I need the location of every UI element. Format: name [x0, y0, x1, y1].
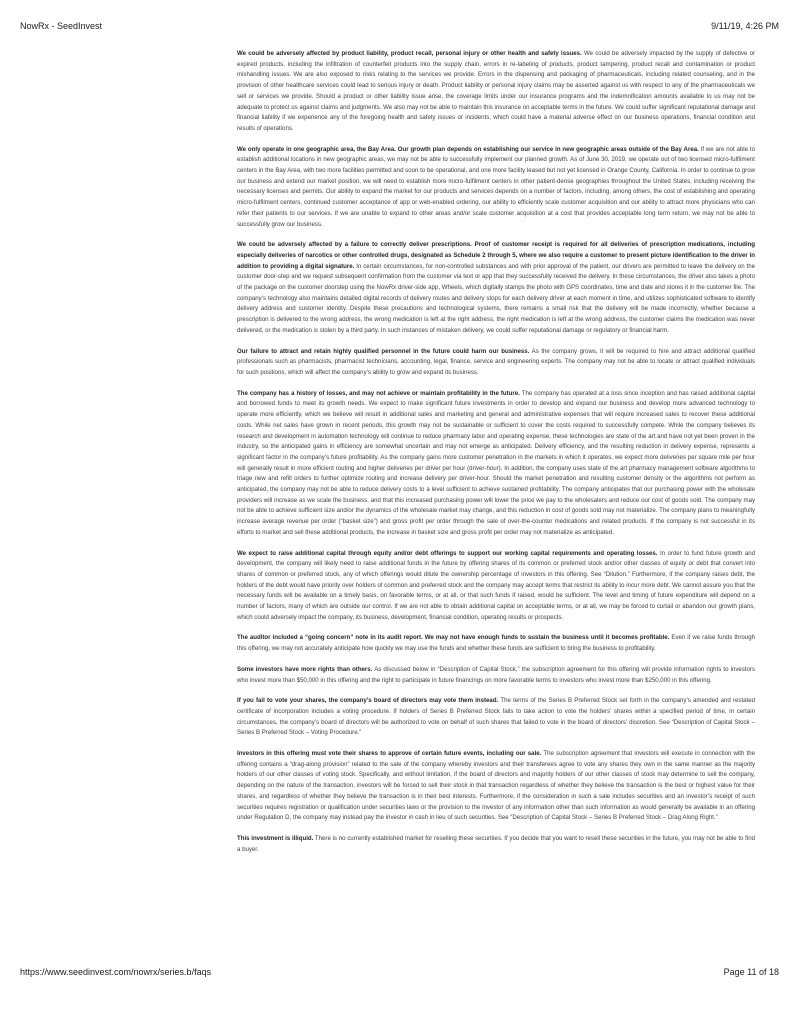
risk-paragraph-going-concern — [237, 633, 755, 654]
risk-paragraph-delivery-failure — [237, 240, 755, 336]
risk-paragraph-body: In order to fund future growth and development, the company will likely need to raise additional funds in the future by offering shares of its common or preferred stock and/or other classes of equity or debt that convert into shares of common or preferred stock, any of which offerings would dilute the ownership percentage of investors in this offering. See “Dilution.” Furthermore, if the company raises debt, the holders of the debt would have priority over holders of common and preferred stock and the company may accept terms that restrict its ability to incur more debt. We cannot assure you that the necessary funds will be available on a timely basis, on favorable terms, or at all, or that such funds if raised, would be sufficient. The level and timing of future expenditure will depend on a number of factors, many of which are outside our control. If we are not able to obtain additional capital on acceptable terms, or at all, we may be forced to curtail or abandon our growth plans, which could adversely impact the company, its business, development, financial condition, operating results or prospects. — [237, 549, 755, 621]
document-title: NowRx - SeedInvest — [20, 21, 103, 31]
risk-paragraph-lead: We only operate in one geographic area, the Bay Area. Our growth plan depends on establishing our service in new geographic areas outside of the Bay Area. — [237, 145, 699, 153]
risk-paragraph-geographic-area — [237, 145, 755, 231]
risk-paragraph-body: We could be adversely impacted by the supply of defective or expired products, including the infiltration of counterfeit products into the supply chain, errors in re-labeling of products, product tampering, product recall and contamination or product mishandling issues. We are also exposed to risks relating to the services we provide. Errors in the dispensing and packaging of pharmaceuticals, including related counseling, and in the provision of other healthcare services could lead to serious injury or death. Product liability or personal injury claims may be asserted against us with respect to any of the pharmaceuticals we sell or services we provide. Should a product or other liability issue arise, the coverage limits under our insurance programs and the indemnification amounts available to us may not be adequate to protect us against claims and judgments. We also may not be able to maintain this insurance on acceptable terms in the future. We could suffer significant reputational damage and financial liability if we experience any of the foregoing health and safety issues or incidents, which could have a material adverse effect on our business operations, financial condition and results of operations. — [237, 50, 755, 132]
risk-paragraph-body: The terms of the Series B Preferred Stock set forth in the company’s amended and restated certificate of incorporation includes a voting procedure. If holders of Series B Preferred Stock fails to take action to vote the holders’ shares within a specified period of time, in certain circumstances, the company’s board of directors will be authorized to vote on behalf of such shares that failed to vote in the board of directors’ discretion. See “Description of Capital Stock – Series B Preferred Stock – Voting Procedure.” — [237, 697, 756, 737]
risk-paragraph-lead: We could be adversely affected by a failure to correctly deliver prescriptions. Proof of customer receipt is required for all deliveries of prescription medications, including especially deliveries of narcotics or other controlled drugs, designated as Schedule 2 through 5, where we also require a customer to present picture identification to the driver in addition to providing a digital signature. — [237, 241, 755, 270]
risk-paragraph-lead: The company has a history of losses, and may not achieve or maintain profitability in the future. — [237, 389, 520, 397]
risk-paragraph-lead: The auditor included a “going concern” note in its audit report. We may not have enough funds to sustain the business until it becomes profitable. — [237, 634, 670, 642]
risk-paragraph-lead: Some investors have more rights than others. — [237, 665, 373, 673]
source-url: https://www.seedinvest.com/nowrx/series.b/faqs — [20, 967, 212, 977]
risk-paragraph-personnel — [237, 347, 755, 379]
risk-paragraph-lead: We expect to raise additional capital through equity and/or debt offerings to support our working capital requirements and operating losses. — [237, 549, 658, 557]
risk-paragraph-history-of-losses — [237, 389, 755, 539]
print-timestamp: 9/11/19, 4:26 PM — [711, 21, 779, 31]
page-number: Page 11 of 18 — [723, 967, 779, 977]
risk-paragraph-investor-rights — [237, 665, 755, 686]
risk-paragraph-body: As discussed below in “Description of Capital Stock,” the subscription agreement for this offering will provide information rights to investors who invest more than $50,000 in this offering and the right to participate in future financings on more favorable terms to investors who invest more than $250,000 in this offering. — [237, 665, 755, 684]
risk-paragraph-lead: This investment is illiquid. — [237, 835, 314, 842]
risk-paragraph-product-liability — [237, 49, 755, 135]
print-header — [20, 21, 779, 31]
risk-paragraph-body: Even if we raise funds through this offering, we may not accurately anticipate how quickly we may use the funds and whether these funds are sufficient to bring the business to profitability. — [237, 634, 755, 653]
risk-paragraph-drag-along — [237, 749, 755, 824]
risk-paragraph-body: There is no currently established market for reselling these securities. If you decide that you want to resell these securities in the future, you may not be able to find a buyer. — [237, 835, 755, 853]
risk-paragraph-lead: We could be adversely affected by product liability, product recall, personal injury or other health and safety issues. — [237, 50, 582, 57]
risk-paragraph-additional-capital — [237, 549, 755, 624]
risk-paragraph-body: The company has operated at a loss since inception and has raised additional capital and borrowed funds to meet its growth needs. We expect to make significant future investments in order to develop and expand our business and develop more advanced technology to operate more efficiently, which we believe will result in additional sales and marketing and general and administrative expenses that will require increased sales to recover these additional costs. While net sales have grown in recent periods, this growth may not be sustainable or sufficient to cover the costs required to successfully compete. While the company believes its research and development in automation technology will continue to reduce pharmacy labor and operating expense, these technologies are state of the art and have not yet been proven in the industry, so the anticipated gains in efficiency are somewhat uncertain and may not emerge as anticipated. Delivery efficiency, and the resulting reduction in delivery expense, represents a significant factor in the company’s future profitability. As the company gains more customer penetration in the markets in which it operates, we expect more deliveries per square mile per hour will generally result in more efficient routing and higher deliveries per driver per hour (driver-hour). In addition, the company uses state of the art pharmacy management software algorithms to triage new and refill orders to further optimize routing and increase delivery per driver-hour. Should the market penetration and resulting customer density or the algorithms not perform as anticipated, the company may not be able to reduce delivery costs to a level sufficient to achieve sustained profitability. The company anticipates that our purchasing power with the wholesale providers will increase as we scale the business, and that this increased purchasing power will lower the price we pay to the wholesalers and reduce our cost of goods sold. The company may not be able to achieve sufficient size and/or the dynamics of the wholesale market may change, and this reduction in cost of goods sold may not materialize. The company plans to meaningfully increase average revenue per order (“basket size”) and gross profit per order through the sale of over-the-counter medications and related products. If the company is not successful in its efforts to market and sell these additional products, the increase in basket size and gross profit per order may not materialize as anticipated. — [237, 389, 755, 536]
risk-paragraph-lead: Investors in this offering must vote their shares to approve of certain future events, including our sale. — [237, 750, 542, 758]
risk-paragraph-lead: Our failure to attract and retain highly qualified personnel in the future could harm our business. — [237, 347, 530, 355]
risk-paragraph-body: As the company grows, it will be required to hire and attract additional qualified professionals such as pharmacists, pharmacist technicians, accounting, legal, finance, service and engineering experts. The company may not be able to locate or attract qualified individuals for such positions, which will affect the company’s ability to grow and expand its business. — [237, 347, 756, 376]
risk-paragraph-body: In certain circumstances, for non-controlled substances and with prior approval of the patient, our drivers are permitted to leave the delivery on the customer door-step and we request subsequent confirmation from the customer via text or app that they successfully received the delivery. In these circumstances, the driver also takes a photo of the package on the customer doorstep using the NowRx driver-side app, Wheels, which digitally stamps the photo with GPS coordinates, time and date and stores it in the customer file. The company’s technology also maintains detailed digital records of delivery routes and delivery stops for each delivery driver at each moment in time, and utilizes sophisticated software to identify delivery address and customer identity. Despite these precautions and technological systems, there remains a small risk that the delivery will be made incorrectly, whether because a prescription is delivered to the wrong address, the wrong medication is left at the right address, the right medication is left at the wrong address, the customer claims the medication was never delivered, or the medication is stolen by a third party. In such instances of mistaken delivery, we could suffer reputational damage or regulatory or financial harm. — [237, 262, 755, 334]
risk-paragraph-body: The subscription agreement that investors will execute in connection with the offering contains a “drag-along provision” related to the sale of the company whereby investors and their transferees agree to vote any shares they own in the same manner as the majority holders of our other classes of voting stock. Specifically, and without limitation, if the board of directors and majority holders of our other classes of stock may determine to sell the company, depending on the nature of the transaction, investors will be forced to sell their stock in that transaction regardless of whether they believe the transaction is the best or highest value for their shares, and regardless of whether they believe the transaction is in their best interests. Furthermore, if the consideration in such a sale includes securities and an investor’s receipt of such securities requires registration or qualification under securities laws or the provision to the investor of any information other than such information as would generally be available in an offering under Regulation D, the company may instead pay the investor in cash in lieu of such securities. See “Description of Capital Stock – Series B Preferred Stock – Drag Along Right.” — [237, 750, 755, 822]
risk-paragraph-lead: If you fail to vote your shares, the company’s board of directors may vote them instead. — [237, 697, 499, 705]
risk-paragraph-voting — [237, 696, 755, 739]
print-footer — [20, 967, 779, 977]
risk-paragraph-body: If we are not able to establish additional locations in new geographic areas, we may not be able to successfully implement our planned growth. As of June 30, 2019, we operate out of two licensed micro-fulfilment centers in the Bay Area, with two more facilities permitted and soon to be operational, and one more facility leased but not yet licensed in Orange County, California. In order to continue to grow our business and extend our market position, we will need to establish more micro-fulfilment centers in other patient-dense geographies throughout the United States, including receiving the necessary licenses and permits. Our ability to expand the market for our products and services depends on a number of factors, including, among others, the cost of establishing and operating micro-fulfilment centers, continued customer acceptance of app or web-enabled ordering, our ability to efficiently scale customer acquisition and our ability to attract more physicians who can refer their patients to our services. If we are unable to expand to other areas and/or scale customer acquisition at a cost that provides acceptable long term return, we may not be able to successfully grow our business. — [237, 145, 755, 228]
risk-paragraph-illiquid — [237, 834, 755, 855]
document-content — [237, 49, 755, 855]
